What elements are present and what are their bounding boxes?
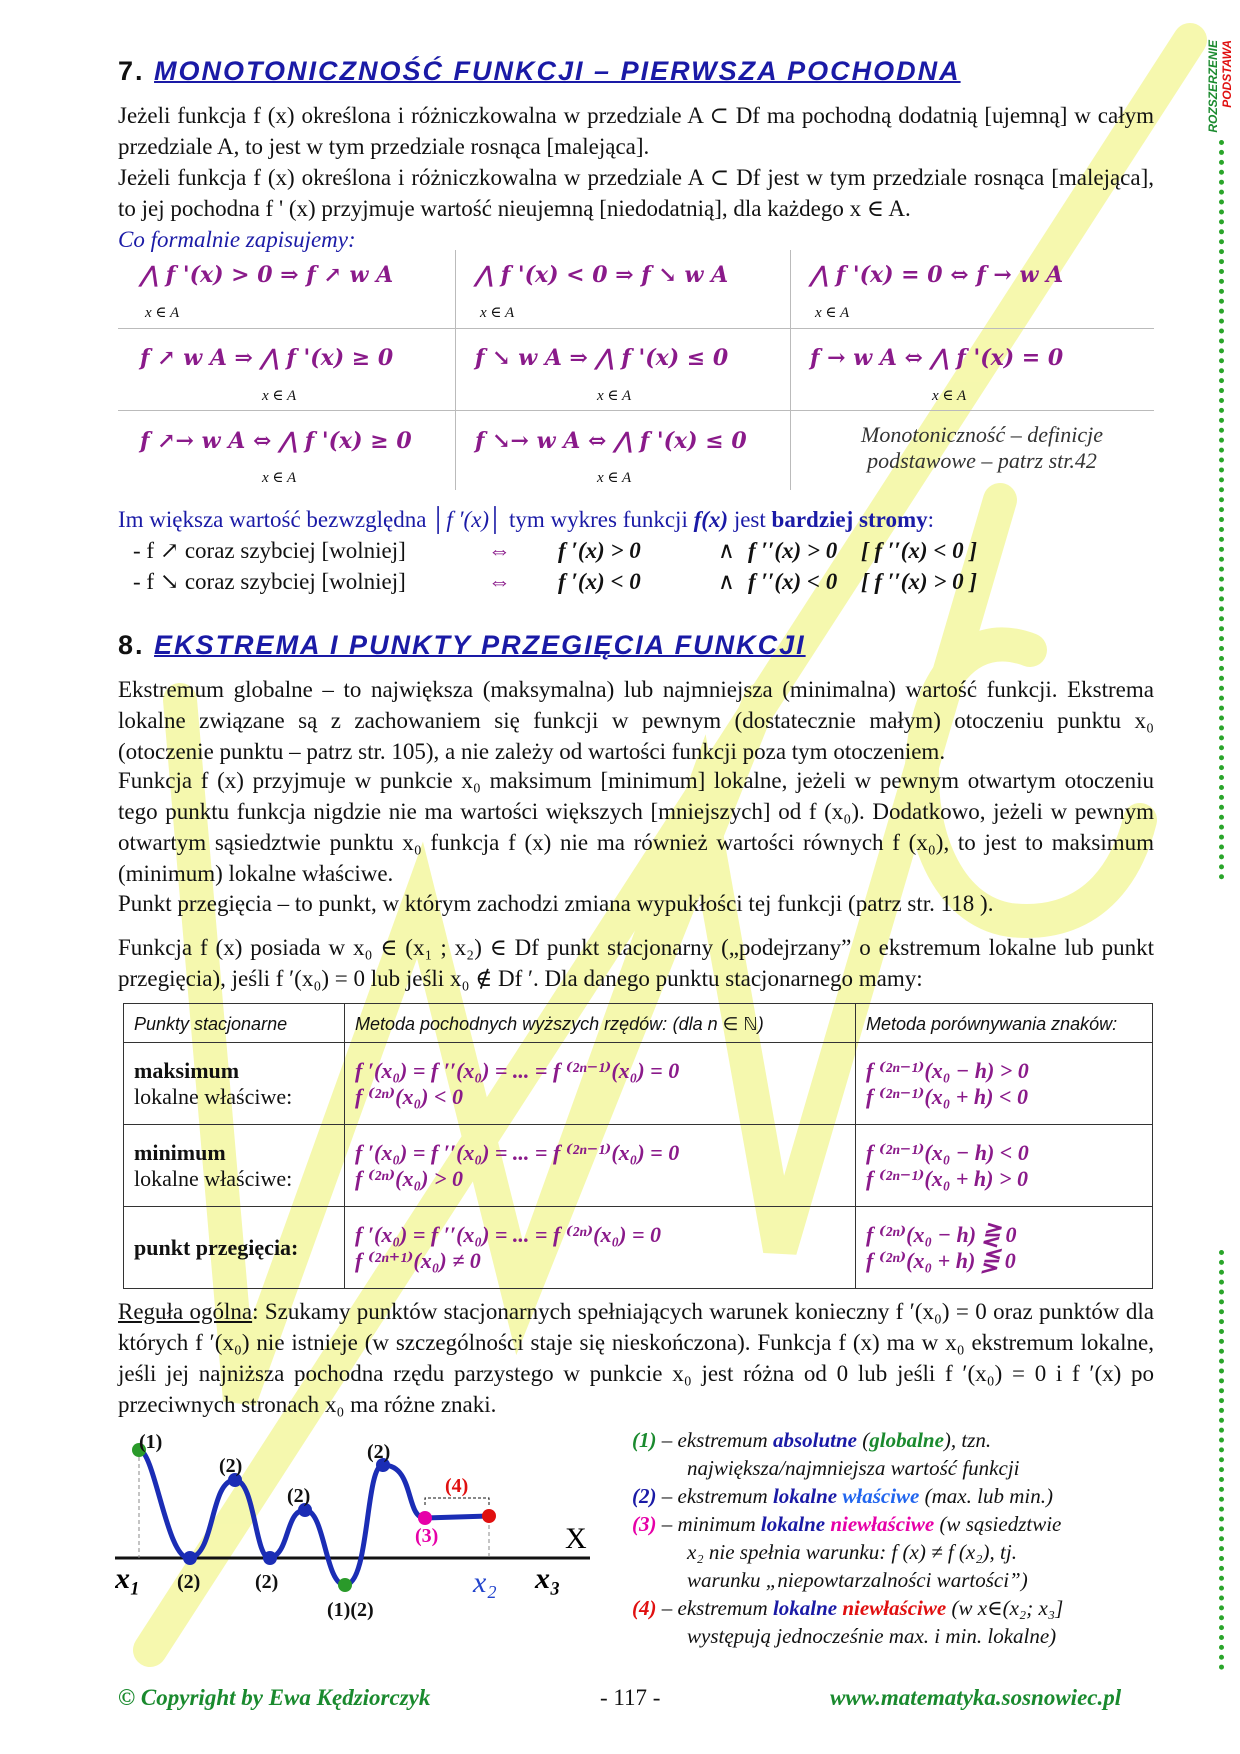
quantifier-label: x ∈ A — [932, 388, 967, 404]
quantifier-label: x ∈ A — [597, 470, 632, 486]
extrema-graph — [115, 1430, 615, 1640]
quantifier-label: x ∈ A — [262, 388, 297, 404]
table-header: Punkty stacjonarne — [124, 1004, 345, 1043]
section-7-heading: 7. MONOTONICZNOŚĆ FUNKCJI – PIERWSZA POCHODNA — [118, 56, 961, 86]
point-improper-min — [418, 1511, 432, 1525]
grid-cell-1-2: ⋀ f '(x) < 0 ⇒ f ↘ w A — [475, 262, 729, 288]
quantifier-label: x ∈ A — [262, 470, 297, 486]
grid-cell-2-3: f → w A ⇔ ⋀ f '(x) = 0 — [810, 345, 1064, 371]
grid-cell-2-2: f ↘ w A ⇒ ⋀ f '(x) ≤ 0 — [475, 345, 729, 371]
label-2: (2) — [367, 1441, 391, 1463]
x1-label: x₁ — [115, 1562, 141, 1595]
side-dots-top — [1214, 140, 1224, 880]
graph-legend: (1) – ekstremum absolutne (globalne), tzn. największa/najmniejsza wartość funkcji (2) – ekstremum lokalne właściwe (max. lub min.) (3) – minimum lokalne niewłaściwe (w sąsiedztwie x₂ nie spełnia warunku: f (x) ≠ f (x₂), tj. warunku „niepowtarzalności wartości”) (4) – ekstremum lokalne niewłaściwe (w x∈(x₂; x₃] występują jednocześnie max. i min. lokalne) — [632, 1428, 1064, 1648]
table-row: maksimum lokalne właściwe: f ′(x₀) = f ′′(x₀) = ... = f ⁽²ⁿ⁻¹⁾(x₀) = 0 f ⁽²ⁿ⁾(x₀) < 0 f ⁽²ⁿ⁻¹⁾(x₀ − h) > 0 f ⁽²ⁿ⁻¹⁾(x₀ + h) < 0 — [124, 1043, 1153, 1125]
stationary-points-table — [123, 1003, 1153, 1289]
section-8-heading: 8. EKSTREMA I PUNKTY PRZEGIĘCIA FUNKCJI — [118, 630, 806, 660]
label-1: (1) — [139, 1431, 163, 1453]
steepness-line: Im większa wartość bezwzględna │f ′(x)│ tym wykres funkcji f(x) jest bardziej stromy: — [118, 507, 934, 532]
side-dots-bottom — [1214, 1250, 1224, 1670]
quantifier-label: x ∈ A — [815, 305, 850, 321]
section-8-paragraph-2: Funkcja f (x) przyjmuje w punkcie x₀ maksimum [minimum] lokalne, jeżeli w pewnym otwartym otoczeniu tego punktu funkcja nigdzie nie ma wartości większych [mniejszych] od f (x₀). Dodatkowo, jeżeli w pewnym otwartym sąsiedztwie punktu x₀ funkcja f (x) nie ma również wartości równych f (x₀), to jest to maksimum (minimum) lokalne właściwe. — [118, 768, 1154, 886]
axis-label: X — [565, 1522, 587, 1555]
quantifier-label: x ∈ A — [480, 305, 515, 321]
table-header: Metoda pochodnych wyższych rzędów: (dla n ∈ ℕ) — [345, 1004, 856, 1043]
label-4: (4) — [445, 1475, 469, 1497]
section-7-paragraph-1: Jeżeli funkcja f (x) określona i różniczkowalna w przedziale A ⊂ Df ma pochodną dodatnią [ujemną] w całym przedziale A, to jest w tym przedziale rosnąca [malejąca]. — [118, 103, 1154, 159]
label-2: (2) — [177, 1571, 201, 1593]
label-3: (3) — [415, 1525, 439, 1547]
section-8-paragraph-4: Funkcja f (x) posiada w x₀ ∈ (x₁ ; x₂) ∈ Df punkt stacjonarny („podejrzany” o ekstremum lokalne lub punkt przegięcia), jeśli f ′(x₀) = 0 lub jeśli x₀ ∉ Df ′. Dla danego punktu stacjonarnego mamy: — [118, 935, 1154, 991]
table-header: Metoda porównywania znaków: — [856, 1004, 1153, 1043]
side-label-bottom: ROZSZERZENIE — [1206, 40, 1220, 133]
footer-copyright: © Copyright by Ewa Kędziorczyk — [118, 1685, 431, 1710]
table-row: minimum lokalne właściwe: f ′(x₀) = f ′′(x₀) = ... = f ⁽²ⁿ⁻¹⁾(x₀) = 0 f ⁽²ⁿ⁾(x₀) > 0 f ⁽²ⁿ⁻¹⁾(x₀ − h) < 0 f ⁽²ⁿ⁻¹⁾(x₀ + h) > 0 — [124, 1125, 1153, 1207]
footer-website-link[interactable]: www.matematyka.sosnowiec.pl — [830, 1685, 1122, 1710]
table-row: punkt przegięcia: f ′(x₀) = f ′′(x₀) = ... = f ⁽²ⁿ⁾(x₀) = 0 f ⁽²ⁿ⁺¹⁾(x₀) ≠ 0 f ⁽²ⁿ⁾(x₀ − h) ⋛ 0 f ⁽²ⁿ⁾(x₀ + h) ⋚ 0 — [124, 1207, 1153, 1289]
label-2: (2) — [255, 1571, 279, 1593]
general-rule: Reguła ogólna: Szukamy punktów stacjonarnych spełniających warunek konieczny f ′(x₀) = 0 oraz punktów dla których f ′(x₀) nie istnieje (w szczególności staje się nieskończona). Funkcja f (x) ma w x₀ ekstremum lokalne, jeśli jej najniższa pochodna rzędu parzystego w punkcie x₀ jest różna od 0 lub jeśli f ′(x₀) = 0 i f ′(x) po przeciwnych stronach x₀ ma różne znaki. — [118, 1299, 1154, 1417]
label-2: (2) — [287, 1485, 311, 1507]
section-7-paragraph-2: Jeżeli funkcja f (x) określona i różniczkowalna w przedziale A ⊂ Df jest w tym przedziale rosnąca [malejąca], to jej pochodna f ' (x) przyjmuje wartość nieujemną [niedodatnią], dla każdego x ∈ A. — [118, 165, 1154, 221]
x3-label: x₃ — [535, 1562, 561, 1595]
point-improper-extremum — [482, 1509, 496, 1523]
section-8-paragraph-1: Ekstremum globalne – to największa (maksymalna) lub najmniejsza (minimalna) wartość funkcji. Ekstrema lokalne związane są z zachowaniem się funkcji w pewnym (dostatecznie małym) otoczeniu punktu x₀ (otoczenie punktu – patrz str. 105), a nie zależy od wartości funkcji poza tym otoczeniem. — [118, 677, 1154, 764]
section-8-paragraph-3: Punkt przegięcia – to punkt, w którym zachodzi zmiana wypukłości tej funkcji (patrz str. 118 ). — [118, 891, 994, 916]
grid-cell-3-1: f ↗→ w A ⇔ ⋀ f '(x) ≥ 0 — [140, 428, 412, 454]
quantifier-label: x ∈ A — [597, 388, 632, 404]
quantifier-label: x ∈ A — [145, 305, 180, 321]
page-number: - 117 - — [600, 1685, 661, 1710]
grid-cell-2-1: f ↗ w A ⇒ ⋀ f '(x) ≥ 0 — [140, 345, 394, 371]
monotonicity-note: Monotoniczność – definicje podstawowe – patrz str.42 — [861, 422, 1103, 473]
grid-cell-3-2: f ↘→ w A ⇔ ⋀ f '(x) ≤ 0 — [475, 428, 747, 454]
x2-label: x₂ — [473, 1566, 497, 1599]
section-7-paragraph-3: Co formalnie zapisujemy: — [118, 227, 356, 252]
point-local-min — [263, 1551, 277, 1565]
grid-cell-1-1: ⋀ f '(x) > 0 ⇒ f ↗ w A — [140, 262, 394, 288]
side-label-top: PODSTAWA — [1220, 40, 1234, 108]
label-2: (2) — [219, 1455, 243, 1477]
point-local-min — [183, 1551, 197, 1565]
label-1-2: (1)(2) — [327, 1599, 374, 1621]
point-global-min — [338, 1578, 352, 1592]
grid-cell-1-3: ⋀ f '(x) = 0 ⇔ f → w A — [810, 262, 1064, 288]
